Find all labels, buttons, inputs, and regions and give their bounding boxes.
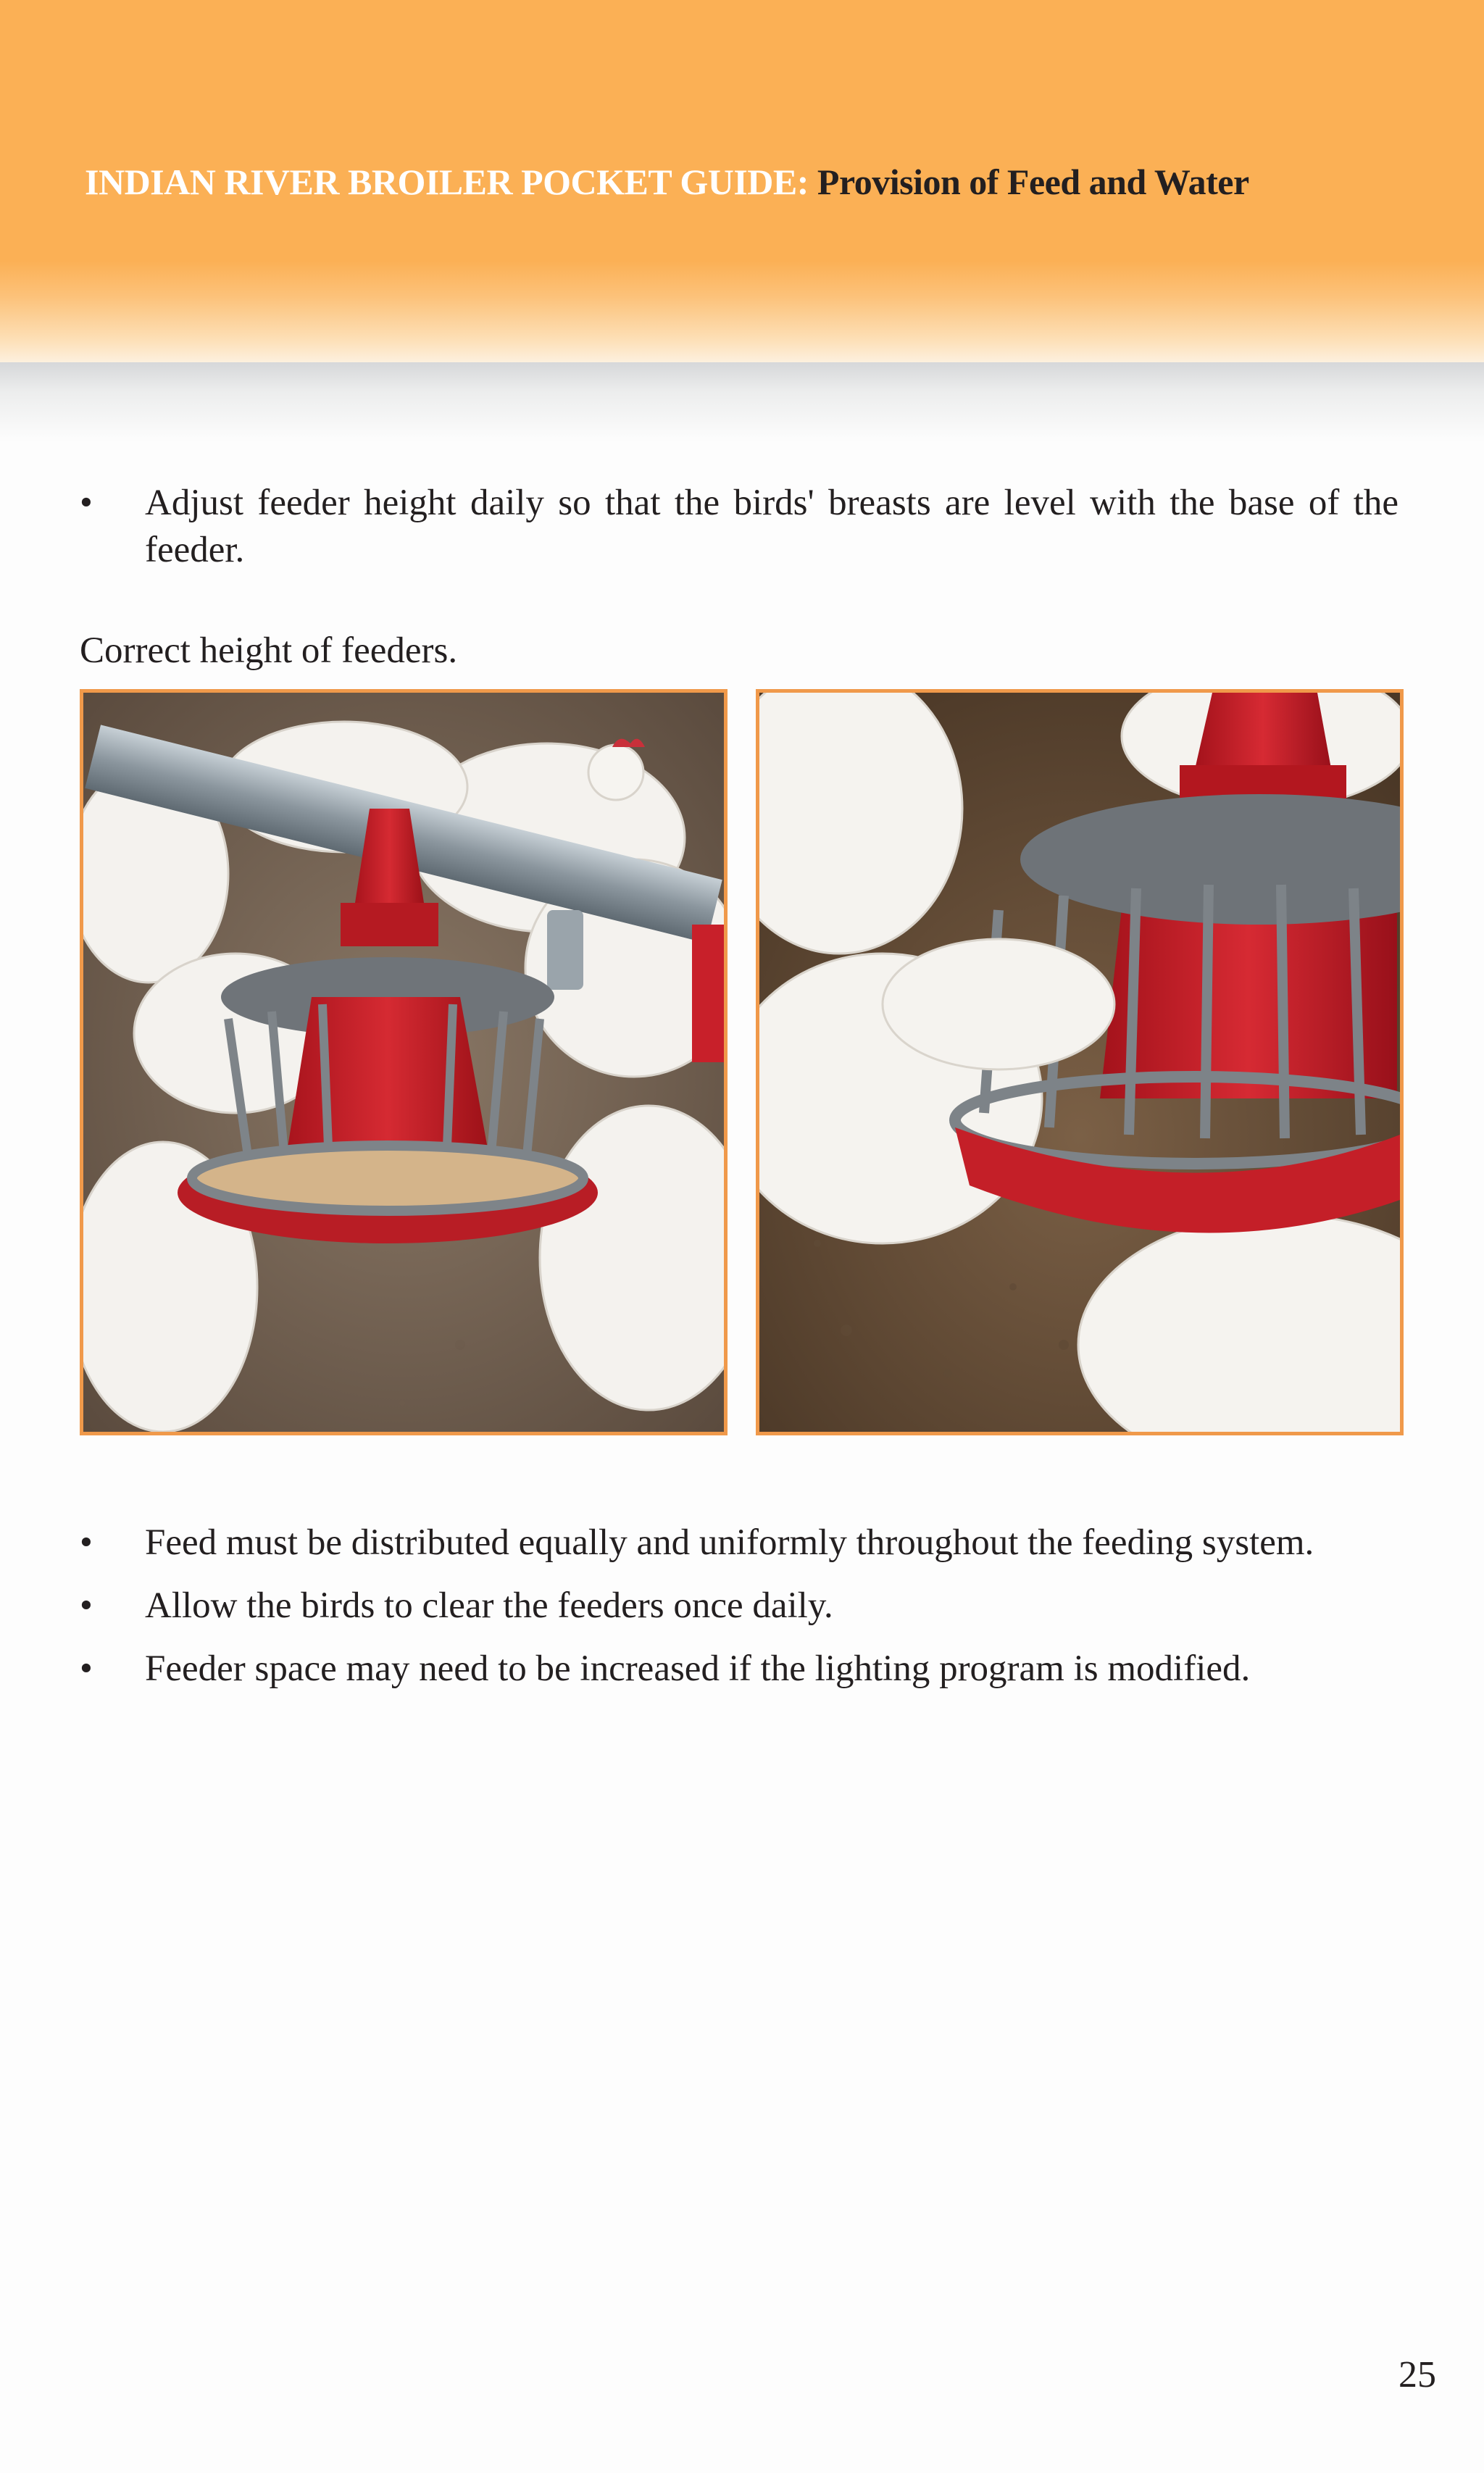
list-item	[80, 1646, 1398, 1693]
feeder-photo-right	[756, 689, 1404, 1435]
intro-bullet-list	[80, 480, 1398, 590]
feeder-photo-icon	[83, 693, 724, 1432]
list-item-text: Adjust feeder height daily so that the birds' breasts are level with the base of the feeder.	[145, 483, 1398, 570]
photo-caption: Correct height of feeders.	[80, 630, 458, 671]
list-item-text: Allow the birds to clear the feeders once daily.	[145, 1585, 833, 1626]
bullet-icon: •	[80, 1522, 93, 1563]
feeder-photo-left	[80, 689, 728, 1435]
bullet-icon: •	[80, 1648, 93, 1689]
feeder-closeup-photo-icon	[759, 693, 1400, 1432]
page-number: 25	[1398, 2354, 1436, 2395]
list-item	[80, 480, 1398, 574]
list-item-text: Feeder space may need to be increased if the lighting program is modified.	[145, 1648, 1251, 1689]
bullet-icon: •	[80, 483, 93, 523]
list-item	[80, 1582, 1398, 1630]
series-label: INDIAN RIVER BROILER POCKET GUIDE:	[85, 162, 809, 202]
bullet-icon: •	[80, 1585, 93, 1626]
bullet-list	[80, 1519, 1398, 1709]
list-item	[80, 1519, 1398, 1567]
list-item-text: Feed must be distributed equally and uniformly throughout the feeding system.	[145, 1522, 1314, 1563]
section-title: Provision of Feed and Water	[817, 162, 1249, 202]
header-shadow	[0, 362, 1484, 442]
page-title	[85, 161, 1249, 203]
